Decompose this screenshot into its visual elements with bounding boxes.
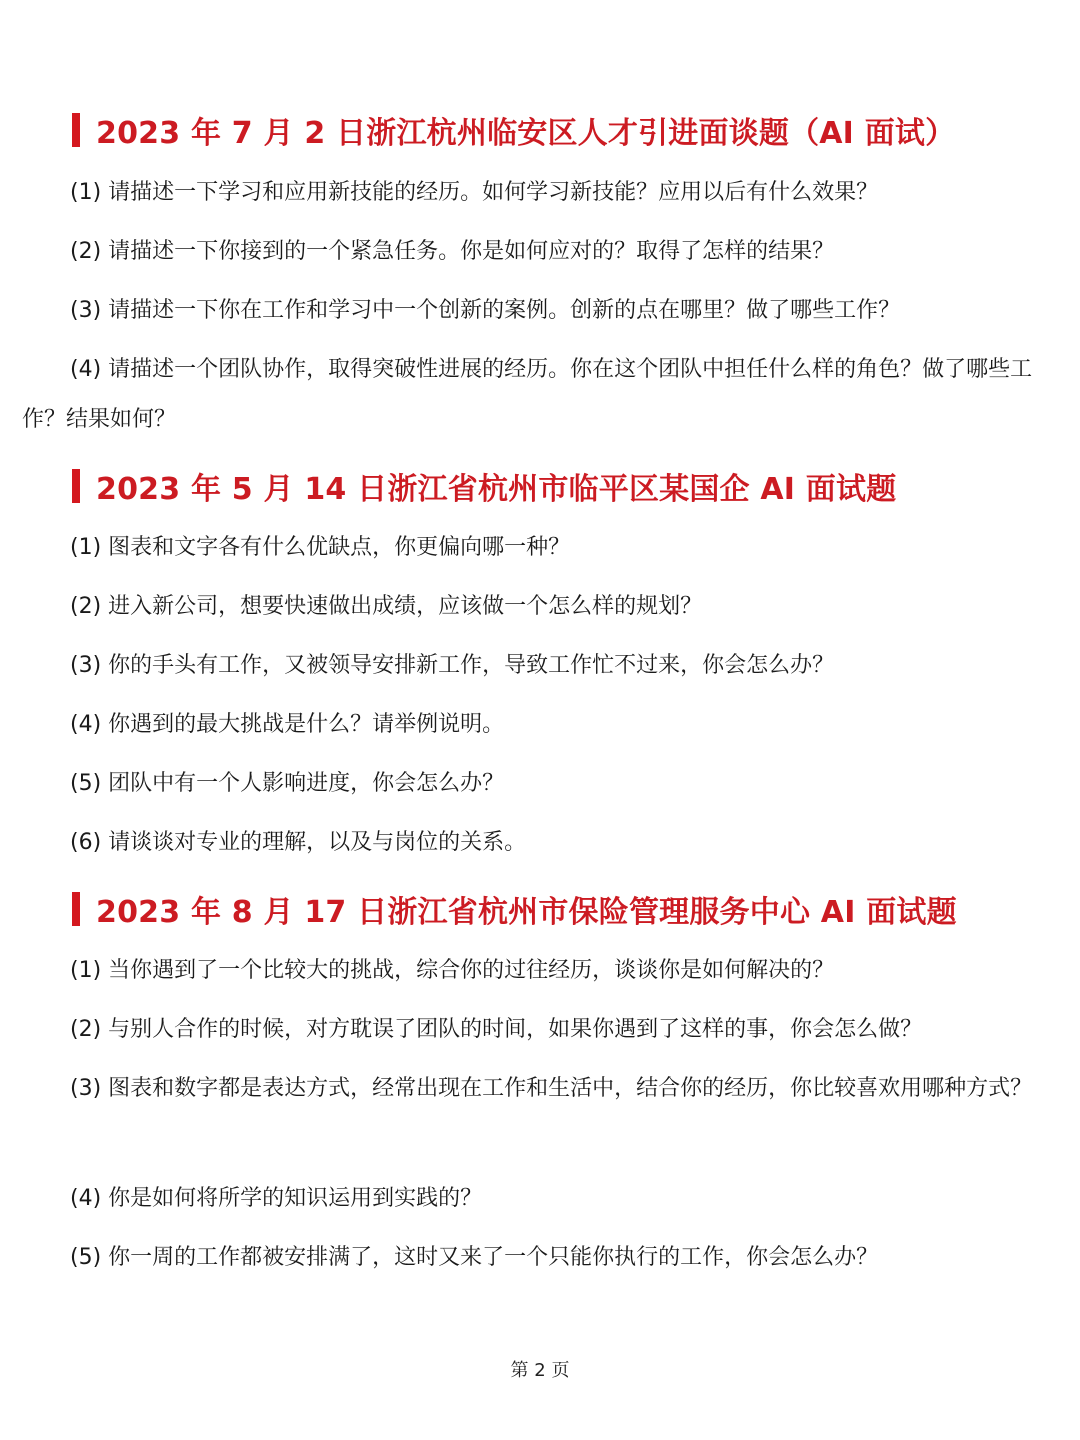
question-item: (3) 图表和数字都是表达方式，经常出现在工作和生活中，结合你的经历，你比较喜欢用哪种方式？	[70, 1076, 1033, 1101]
heading-bar-marker	[72, 469, 80, 503]
question-item: (1) 请描述一下学习和应用新技能的经历。如何学习新技能？应用以后有什么效果？	[70, 180, 879, 205]
question-item: (2) 与别人合作的时候，对方耽误了团队的时间，如果你遇到了这样的事，你会怎么做？	[70, 1017, 923, 1042]
section-title-3: 2023 年 8 月 17 日浙江省杭州市保险管理服务中心 AI 面试题	[96, 895, 957, 930]
question-item: (2) 请描述一下你接到的一个紧急任务。你是如何应对的？取得了怎样的结果？	[70, 239, 835, 264]
section-heading-2	[72, 466, 1052, 506]
question-item: (1) 图表和文字各有什么优缺点，你更偏向哪一种？	[70, 535, 571, 560]
heading-bar-marker	[72, 892, 80, 926]
question-item: (3) 你的手头有工作，又被领导安排新工作，导致工作忙不过来，你会怎么办？	[70, 653, 835, 678]
question-item: (5) 你一周的工作都被安排满了，这时又来了一个只能你执行的工作，你会怎么办？	[70, 1245, 879, 1270]
question-item: (4) 你是如何将所学的知识运用到实践的？	[70, 1186, 483, 1211]
section-heading-3	[72, 889, 1052, 929]
question-item: (5) 团队中有一个人影响进度，你会怎么办？	[70, 771, 505, 796]
question-item: (4) 你遇到的最大挑战是什么？请举例说明。	[70, 712, 505, 737]
page-number: 第 2 页	[510, 1360, 570, 1381]
question-item: (6) 请谈谈对专业的理解，以及与岗位的关系。	[70, 830, 527, 855]
question-item: (1) 当你遇到了一个比较大的挑战，综合你的过往经历，谈谈你是如何解决的？	[70, 958, 835, 983]
question-item: (2) 进入新公司，想要快速做出成绩，应该做一个怎么样的规划？	[70, 594, 703, 619]
question-item: (4) 请描述一个团队协作，取得突破性进展的经历。你在这个团队中担任什么样的角色？做了哪些工作？结果如何？	[22, 357, 1033, 432]
heading-bar-marker	[72, 113, 80, 147]
section-heading-1	[72, 110, 1052, 150]
question-item: (3) 请描述一下你在工作和学习中一个创新的案例。创新的点在哪里？做了哪些工作？	[70, 298, 901, 323]
section-title-2: 2023 年 5 月 14 日浙江省杭州市临平区某国企 AI 面试题	[96, 472, 897, 507]
section-title-1: 2023 年 7 月 2 日浙江杭州临安区人才引进面谈题（AI 面试）	[96, 116, 956, 151]
